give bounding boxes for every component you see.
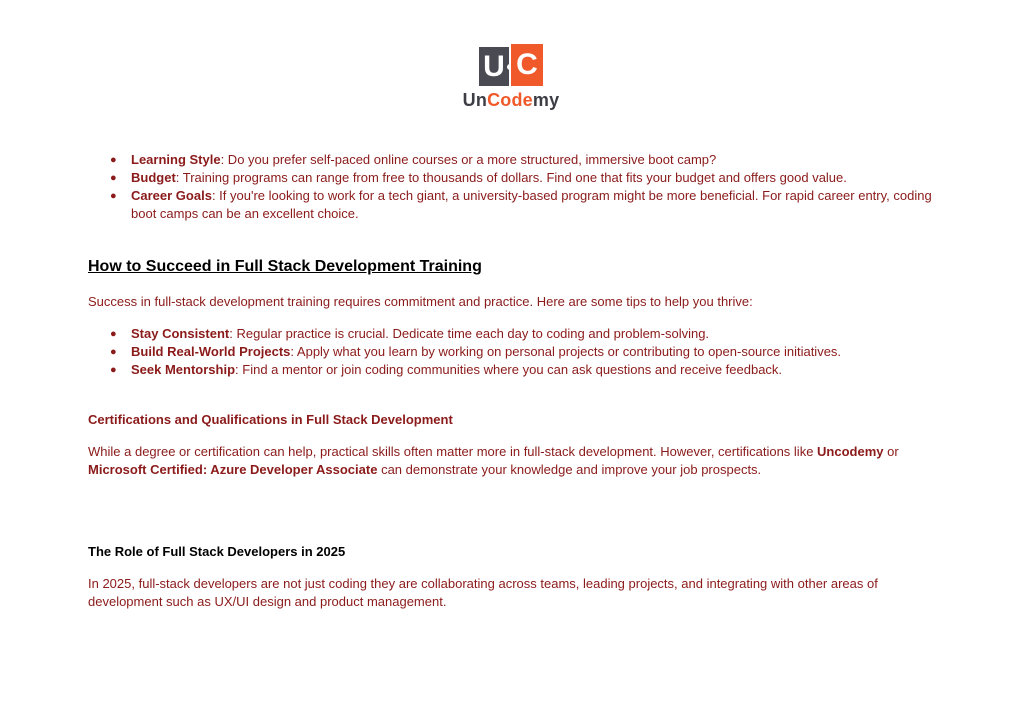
- certifications-paragraph: While a degree or certification can help, practical skills often matter more in full-stack development. However, certifications like Uncodemy or Microsoft Certified: Azure Developer Associate can demonstrate your knowledge and improve your job prospects.: [88, 444, 899, 477]
- list-item: ● Seek Mentorship: Find a mentor or join coding communities where you can ask questions and receive feedback.: [110, 362, 783, 377]
- list-item: ● Budget: Training programs can range from free to thousands of dollars. Find one that fits your budget and offers good value.: [110, 170, 847, 185]
- logo-mark-c: C: [511, 44, 543, 86]
- list-item: ● Build Real-World Projects: Apply what you learn by working on personal projects or contributing to open-source initiatives.: [110, 344, 842, 359]
- document-body: [88, 151, 938, 611]
- logo-mark: [479, 44, 543, 86]
- tips-list: [88, 325, 938, 379]
- logo-wordmark: UnCodemy: [462, 90, 560, 110]
- criteria-list: [88, 151, 938, 223]
- role-paragraph: In 2025, full-stack developers are not just coding they are collaborating across teams, leading projects, and integrating with other areas of development such as UX/UI design and product management.: [88, 576, 878, 609]
- uncodemy-logo: [458, 44, 564, 114]
- logo-mark-u: U: [479, 47, 509, 86]
- section-heading-role: The Role of Full Stack Developers in 2025: [88, 544, 346, 559]
- list-item: ● Learning Style: Do you prefer self-paced online courses or a more structured, immersive boot camp?: [110, 152, 717, 167]
- list-item: ● Stay Consistent: Regular practice is crucial. Dedicate time each day to coding and problem-solving.: [110, 326, 710, 341]
- section-intro: Success in full-stack development training requires commitment and practice. Here are some tips to help you thrive:: [88, 294, 753, 309]
- list-item: ● Career Goals: If you're looking to work for a tech giant, a university-based program might be more beneficial. For rapid career entry, coding boot camps can be an excellent choice.: [110, 188, 932, 221]
- section-heading-certifications: Certifications and Qualifications in Full Stack Development: [88, 412, 453, 427]
- section-heading-succeed: How to Succeed in Full Stack Development Training: [88, 258, 482, 275]
